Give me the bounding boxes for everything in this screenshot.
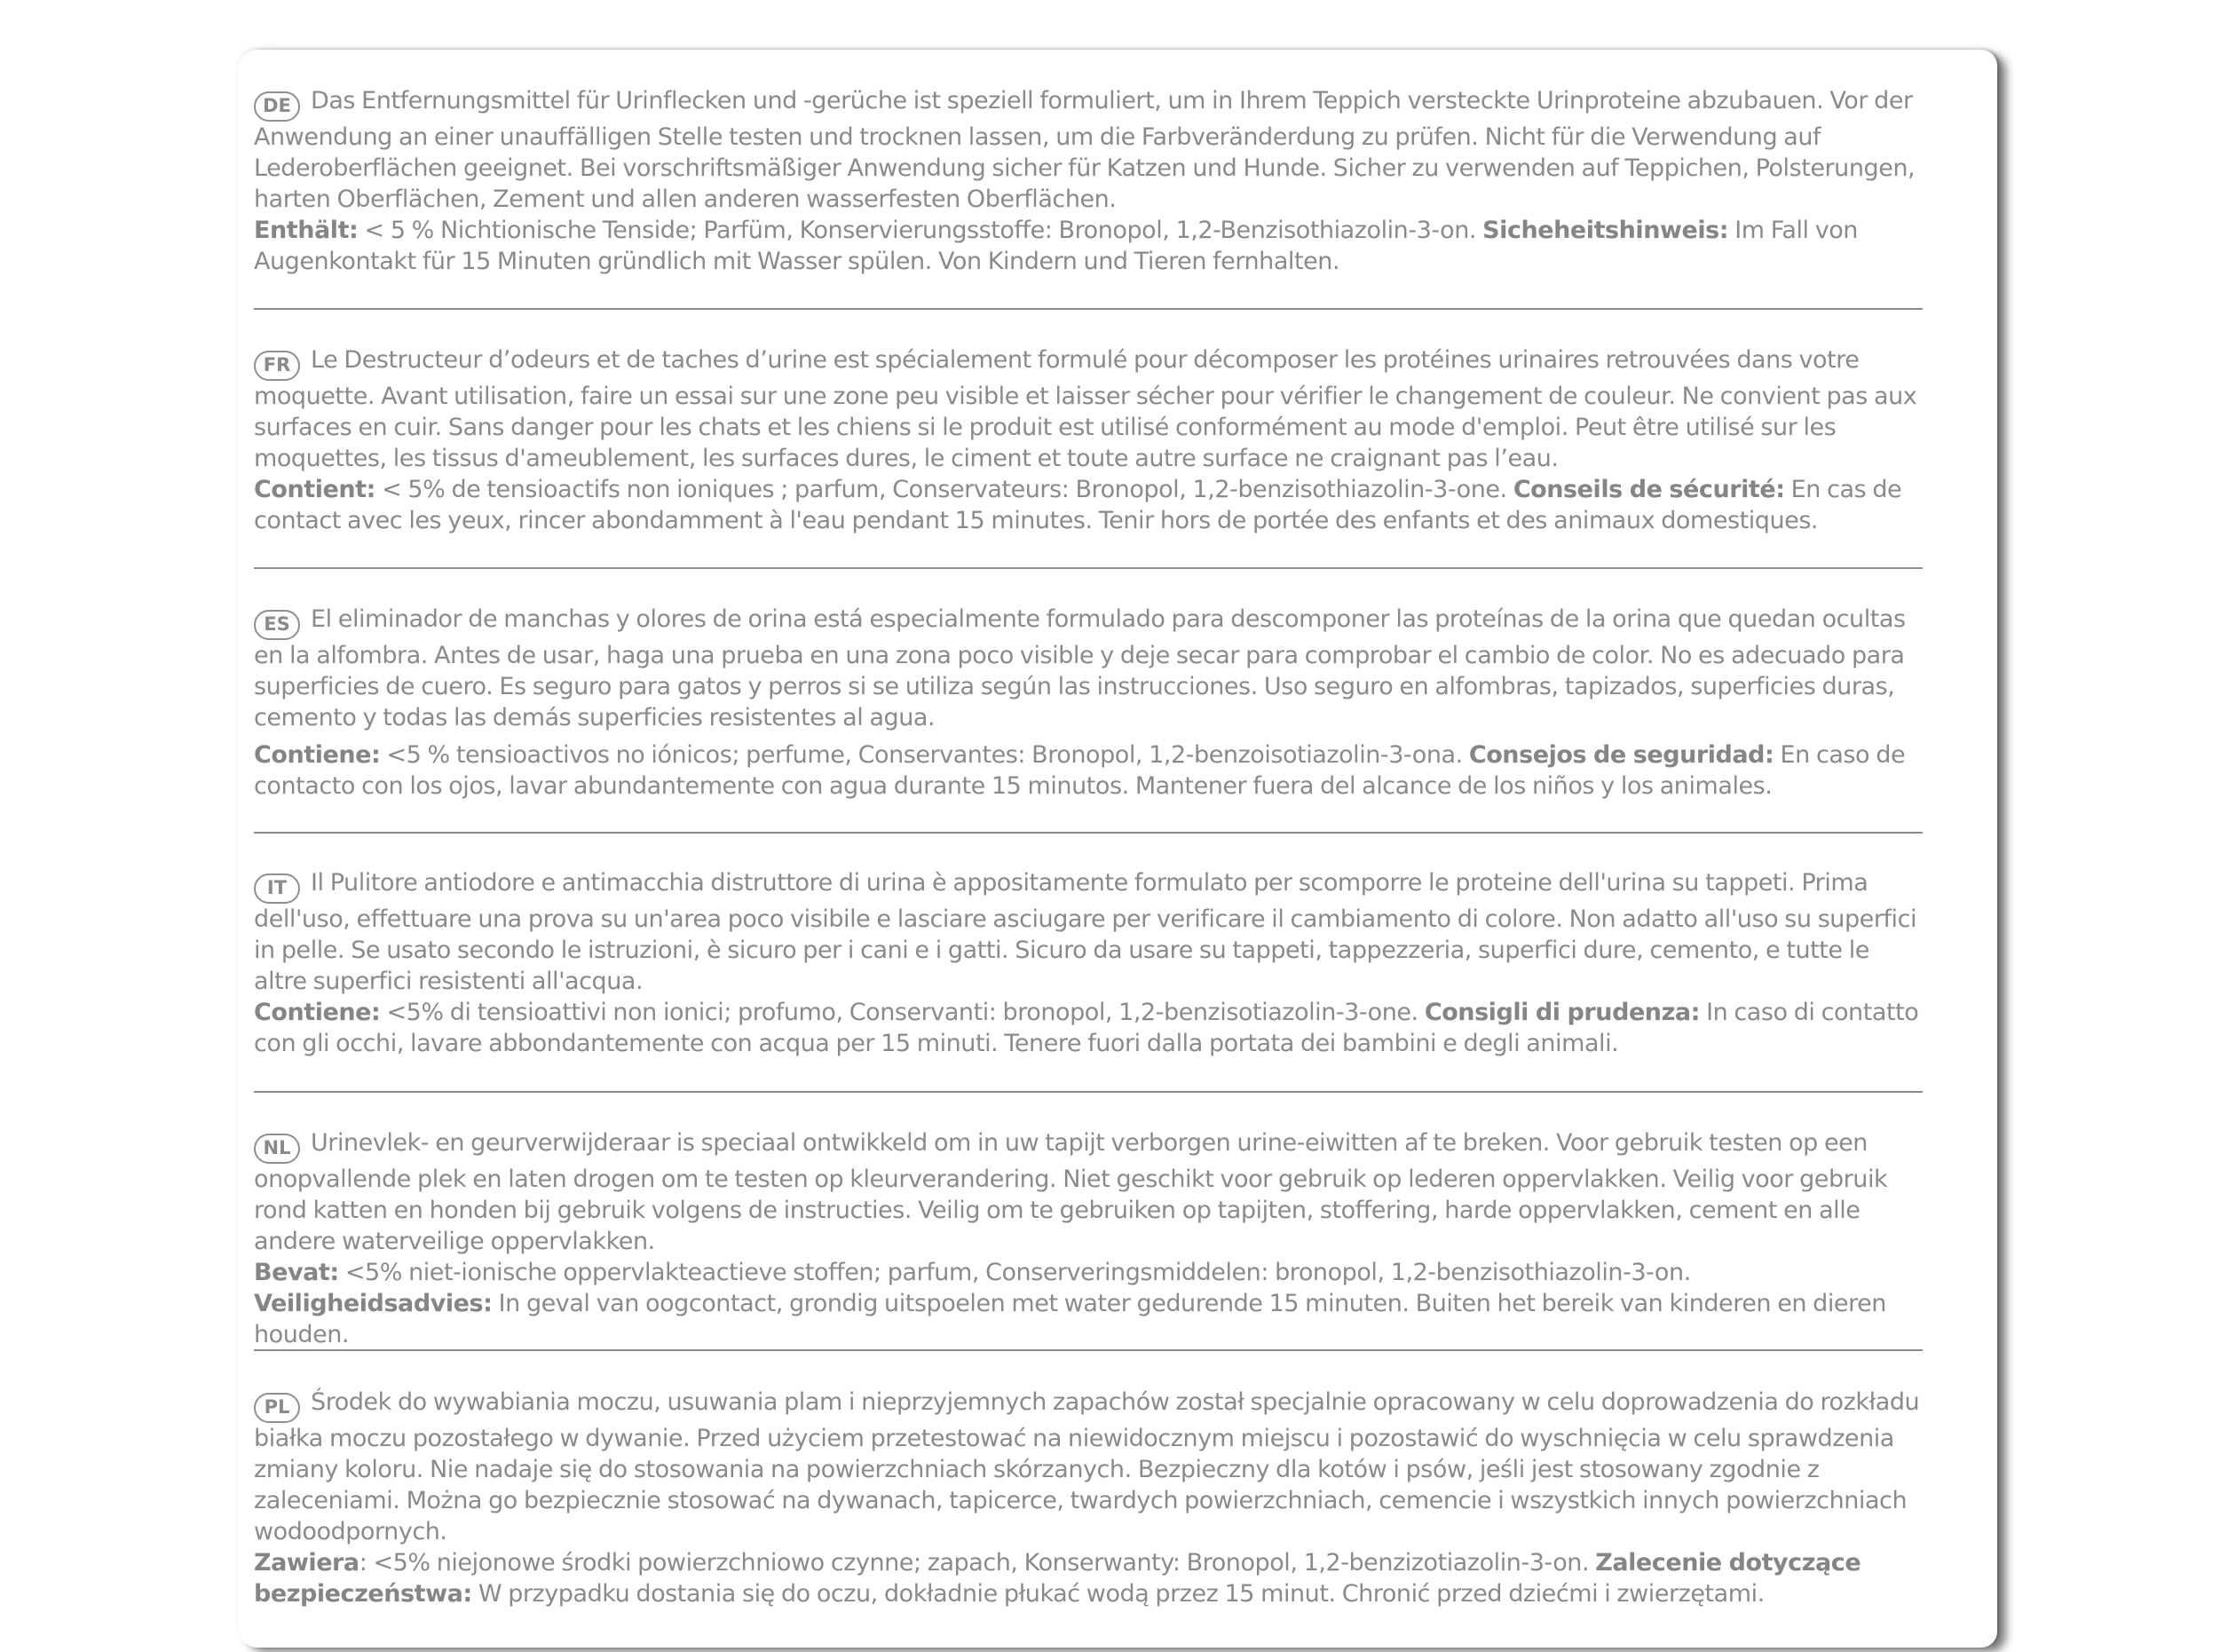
safety-label: Sicheheitshinweis: <box>1482 217 1729 244</box>
safety-text: In geval van oogcontact, grondig uitspoelen met water gedurende 15 minuten. Buiten het bereik van kinderen en dieren houden. <box>254 1290 1886 1348</box>
language-badge-it: IT <box>254 873 300 904</box>
contains-text: <5 % tensioactivos no iónicos; perfume, Conservantes: Bronopol, 1,2-benzoisotiazolin-3-ona. <box>380 741 1469 769</box>
contains-line <box>254 474 1923 536</box>
language-badge-de: DE <box>254 91 300 122</box>
language-badge-fr: FR <box>254 351 300 381</box>
section-divider <box>254 567 1923 569</box>
contains-text: : <5% niejonowe środki powierzchniowo czynne; zapach, Konserwanty: Bronopol, 1,2-benzizotiazolin-3-on. <box>359 1549 1596 1577</box>
section-body <box>254 867 1923 997</box>
section-divider <box>254 308 1923 310</box>
section-body <box>254 1387 1923 1547</box>
safety-text: En cas de contact avec les yeux, rincer abondamment à l'eau pendant 15 minutes. Tenir hors de portée des enfants et des animaux domestiques. <box>254 476 1902 534</box>
contains-text: < 5 % Nichtionische Tenside; Parfüm, Konservierungsstoffe: Bronopol, 1,2-Benzisothiazolin-3-on. <box>358 217 1483 244</box>
section-body <box>254 85 1923 215</box>
safety-label: Consejos de seguridad: <box>1468 741 1774 769</box>
language-badge-pl: PL <box>254 1393 300 1423</box>
contains-line <box>254 997 1923 1059</box>
contains-label: Contient: <box>254 476 375 503</box>
section-de <box>254 85 1923 277</box>
section-body <box>254 1127 1923 1257</box>
safety-label: Veiligheidsadvies: <box>254 1290 493 1317</box>
contains-text: <5% niet-ionische oppervlakteactieve stoffen; parfum, Conserveringsmiddelen: bronopol, 1,2-benzisothiazolin-3-on. <box>338 1259 1691 1286</box>
section-nl <box>254 1127 1923 1350</box>
body-text: Le Destructeur d’odeurs et de taches d’urine est spécialement formulé pour décomposer les protéines urinaires retrouvées dans votre moquette. Avant utilisation, faire un essai sur une zone peu visible et laisser sécher pour vérifier le changement de couleur. Ne convient pas aux surfaces en cuir. Sans danger pour les chats et les chiens si le produit est utilisé conformément au mode d'emploi. Peut être utilisé sur les moquettes, les tissus d'ameublement, les surfaces dures, le ciment et toute autre surface ne craignant pas l’eau. <box>254 346 1917 472</box>
body-text: Das Entfernungsmittel für Urinflecken und -gerüche ist speziell formuliert, um in Ihrem Teppich versteckte Urinproteine abzubauen. Vor der Anwendung an einer unauffälligen Stelle testen und trocknen lassen, um die Farbveränderdung zu prüfen. Nicht für die Verwendung auf Lederoberflächen geeignet. Bei vorschriftsmäßiger Anwendung sicher für Katzen und Hunde. Sicher zu verwenden auf Teppichen, Polsterungen, harten Oberflächen, Zement und allen anderen wasserfesten Oberflächen. <box>254 87 1916 213</box>
section-pl <box>254 1387 1923 1609</box>
contains-line <box>254 739 1923 802</box>
contains-label: Bevat: <box>254 1259 339 1286</box>
safety-text: En caso de contacto con los ojos, lavar abundantemente con agua durante 15 minutos. Mantener fuera del alcance de los niños y los animales. <box>254 741 1906 800</box>
section-body <box>254 604 1923 733</box>
contains-label: Contiene: <box>254 999 381 1026</box>
safety-text: W przypadku dostania się do oczu, dokładnie płukać wodą przez 15 minut. Chronić przed dziećmi i zwierzętami. <box>471 1580 1765 1608</box>
body-text: Il Pulitore antiodore e antimacchia distruttore di urina è appositamente formulato per scomporre le proteine dell'urina su tappeti. Prima dell'uso, effettuare una prova su un'area poco visibile e lasciare asciugare per verificare il cambiamento di colore. Non adatto all'uso su superfici in pelle. Se usato secondo le istruzioni, è sicuro per i cani e i gatti. Sicuro da usare su tappeti, tappezzeria, superfici dure, cemento, e tutte le altre superfici resistenti all'acqua. <box>254 869 1917 995</box>
section-divider <box>254 1091 1923 1093</box>
section-fr <box>254 344 1923 536</box>
section-divider <box>254 832 1923 834</box>
contains-line <box>254 1257 1923 1350</box>
safety-label: Conseils de sécurité: <box>1513 476 1785 503</box>
section-body <box>254 344 1923 474</box>
contains-line <box>254 1547 1923 1609</box>
contains-label: Enthält: <box>254 217 359 244</box>
safety-text: In caso di contatto con gli occhi, lavare abbondantemente con acqua per 15 minuti. Tenere fuori dalla portata dei bambini e degli animali. <box>254 999 1919 1057</box>
contains-text: < 5% de tensioactifs non ioniques ; parfum, Conservateurs: Bronopol, 1,2-benzisothiazolin-3-one. <box>375 476 1513 503</box>
contains-text: <5% di tensioattivi non ionici; profumo, Conservanti: bronopol, 1,2-benzisotiazolin-3-one. <box>380 999 1425 1026</box>
section-it <box>254 867 1923 1059</box>
contains-line <box>254 215 1923 277</box>
safety-label: Zalecenie dotyczące bezpieczeństwa: <box>254 1549 1861 1608</box>
language-badge-es: ES <box>254 610 300 640</box>
safety-label: Consigli di prudenza: <box>1424 999 1700 1026</box>
contains-label: Contiene: <box>254 741 381 769</box>
safety-text: Im Fall von Augenkontakt für 15 Minuten gründlich mit Wasser spülen. Von Kindern und Tieren fernhalten. <box>254 217 1858 275</box>
language-badge-nl: NL <box>254 1134 300 1164</box>
section-es <box>254 604 1923 802</box>
body-text: El eliminador de manchas y olores de orina está especialmente formulado para descomponer las proteínas de la orina que quedan ocultas en la alfombra. Antes de usar, haga una prueba en una zona poco visible y deje secar para comprobar el cambio de color. No es adecuado para superficies de cuero. Es seguro para gatos y perros si se utiliza según las instrucciones. Uso seguro en alfombras, tapizados, superficies duras, cemento y todas las demás superficies resistentes al agua. <box>254 605 1906 731</box>
body-text: Środek do wywabiania moczu, usuwania plam i nieprzyjemnych zapachów został specjalnie opracowany w celu doprowadzenia do rozkładu białka moczu pozostałego w dywanie. Przed użyciem przetestować na niewidocznym miejscu i pozostawić do wyschnięcia w celu sprawdzenia zmiany koloru. Nie nadaje się do stosowania na powierzchniach skórzanych. Bezpieczny dla kotów i psów, jeśli jest stosowany zgodnie z zaleceniami. Można go bezpiecznie stosować na dywanach, tapicerce, twardych powierzchniach, cemencie i wszystkich innych powierzchniach wodoodpornych. <box>254 1388 1920 1545</box>
body-text: Urinevlek- en geurverwijderaar is speciaal ontwikkeld om in uw tapijt verborgen urine-eiwitten af te breken. Voor gebruik testen op een onopvallende plek en laten drogen om te testen op kleurverandering. Niet geschikt voor gebruik op lederen oppervlakken. Veilig voor gebruik rond katten en honden bij gebruik volgens de instructies. Veilig om te gebruiken op tapijten, stoffering, harde oppervlakken, cement en alle andere waterveilige oppervlakken. <box>254 1129 1888 1255</box>
section-divider <box>254 1349 1923 1351</box>
contains-label: Zawiera <box>254 1549 359 1577</box>
